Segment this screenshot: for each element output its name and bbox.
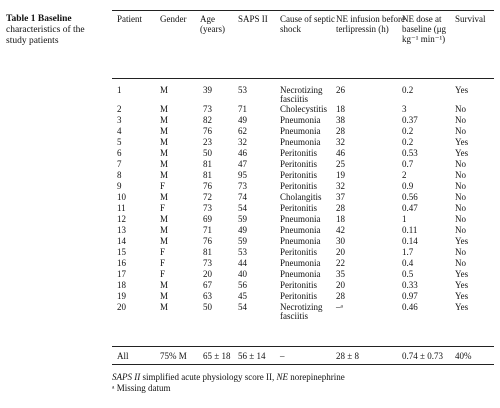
cell-survival: No: [455, 126, 466, 136]
summary-rule: [112, 346, 494, 347]
cell-age: 20: [203, 269, 212, 279]
cell-ne-h: 26: [336, 85, 345, 95]
cell-gender: F: [160, 269, 166, 279]
cell-cause: Cholecystitis: [280, 104, 327, 114]
cell-gender: M: [160, 225, 169, 235]
cell-ne-dose: 0.9: [402, 181, 414, 191]
cell-saps: 54: [238, 203, 247, 213]
cell-cause: Pneumonia: [280, 225, 321, 235]
cell-saps: 40: [238, 269, 247, 279]
cell-saps: 59: [238, 236, 247, 246]
bottom-rule: [112, 364, 494, 365]
cell-patient: 10: [117, 192, 126, 202]
table-title: Table 1 Baseline: [6, 14, 72, 24]
cell-survival: No: [455, 159, 466, 169]
cell-cause: Peritonitis: [280, 203, 318, 213]
cell-gender: M: [160, 126, 169, 136]
cell-age: 82: [203, 115, 212, 125]
cell-ne-dose: 3: [402, 104, 407, 114]
cell-survival: No: [455, 247, 466, 257]
footnote-ne-def: norepinephrine: [287, 372, 345, 382]
cell-ne-dose: 0.46: [402, 302, 418, 312]
cell-age: 50: [203, 302, 212, 312]
cell-saps: 49: [238, 115, 247, 125]
cell-ne-h: 28: [336, 126, 345, 136]
cell-gender: M: [160, 148, 169, 158]
cell-ne-h: 22: [336, 258, 345, 268]
cell-patient: 2: [117, 104, 122, 114]
cell-ne-dose: 2: [402, 170, 407, 180]
cell-saps: 53: [238, 247, 247, 257]
cell-survival: No: [455, 258, 466, 268]
table-caption-text: characteristics of the study patients: [6, 25, 85, 46]
cell-gender: F: [160, 247, 166, 257]
cell-ne-h: 28: [336, 291, 345, 301]
footnote-saps-abbr: SAPS II: [112, 372, 141, 382]
cell-age: 81: [203, 159, 212, 169]
summary-survival: 40%: [455, 351, 472, 361]
cell-ne-h: 46: [336, 148, 345, 158]
cell-age: 73: [203, 203, 212, 213]
cell-gender: M: [160, 115, 169, 125]
cell-ne-h: 30: [336, 236, 345, 246]
table-caption: [6, 14, 106, 47]
cell-ne-dose: 0.56: [402, 192, 418, 202]
summary-ne-h: 28 ± 8: [336, 351, 359, 361]
cell-age: 76: [203, 236, 212, 246]
cell-ne-dose: 0.7: [402, 159, 414, 169]
cell-ne-h: 42: [336, 225, 345, 235]
cell-age: 39: [203, 85, 212, 95]
cell-saps: 74: [238, 192, 247, 202]
cell-ne-h: 18: [336, 214, 345, 224]
cell-age: 76: [203, 181, 212, 191]
cell-survival: Yes: [455, 291, 469, 301]
cell-ne-dose: 0.47: [402, 203, 418, 213]
cell-ne-dose: 0.11: [402, 225, 418, 235]
cell-patient: 18: [117, 280, 126, 290]
cell-survival: Yes: [455, 148, 469, 158]
summary-patient: All: [117, 351, 129, 361]
cell-ne-dose: 0.53: [402, 148, 418, 158]
cell-gender: M: [160, 214, 169, 224]
cell-cause: Peritonitis: [280, 291, 318, 301]
footnote-abbreviations: [112, 372, 345, 382]
cell-ne-dose: 0.5: [402, 269, 414, 279]
cell-cause: Peritonitis: [280, 280, 318, 290]
cell-gender: M: [160, 137, 169, 147]
cell-cause: Peritonitis: [280, 170, 318, 180]
cell-saps: 46: [238, 148, 247, 158]
cell-saps: 95: [238, 170, 247, 180]
cell-saps: 56: [238, 280, 247, 290]
cell-ne-h: 32: [336, 137, 345, 147]
cell-saps: 44: [238, 258, 247, 268]
cell-age: 72: [203, 192, 212, 202]
cell-patient: 3: [117, 115, 122, 125]
cell-ne-h: –ᵃ: [336, 302, 343, 312]
cell-gender: M: [160, 302, 169, 312]
cell-saps: 53: [238, 85, 247, 95]
cell-age: 73: [203, 258, 212, 268]
cell-age: 23: [203, 137, 212, 147]
cell-survival: No: [455, 192, 466, 202]
header-age: Age (years): [200, 14, 225, 34]
header-survival: Survival: [455, 14, 486, 24]
cell-ne-dose: 1: [402, 214, 407, 224]
cell-patient: 12: [117, 214, 126, 224]
cell-gender: M: [160, 170, 169, 180]
cell-patient: 20: [117, 302, 126, 312]
cell-ne-h: 38: [336, 115, 345, 125]
cell-saps: 49: [238, 225, 247, 235]
header-patient: Patient: [117, 14, 142, 24]
header-rule: [112, 78, 494, 79]
cell-cause: Peritonitis: [280, 159, 318, 169]
top-rule: [112, 10, 494, 11]
cell-cause: Peritonitis: [280, 247, 318, 257]
summary-cause: –: [280, 351, 285, 361]
header-saps: SAPS II: [238, 14, 268, 24]
cell-age: 73: [203, 104, 212, 114]
cell-survival: Yes: [455, 269, 469, 279]
cell-survival: No: [455, 115, 466, 125]
cell-patient: 6: [117, 148, 122, 158]
cell-patient: 16: [117, 258, 126, 268]
cell-saps: 47: [238, 159, 247, 169]
cell-survival: No: [455, 203, 466, 213]
cell-ne-h: 37: [336, 192, 345, 202]
header-ne-dose: NE dose at baseline (μg kg⁻¹ min⁻¹): [402, 14, 447, 44]
cell-cause: Pneumonia: [280, 214, 321, 224]
cell-patient: 8: [117, 170, 122, 180]
cell-gender: F: [160, 181, 166, 191]
header-ne-infusion: NE infusion before terlipressin (h): [336, 14, 405, 34]
cell-survival: No: [455, 225, 466, 235]
cell-saps: 32: [238, 137, 247, 147]
cell-age: 81: [203, 247, 212, 257]
summary-ne-dose: 0.74 ± 0.73: [402, 351, 443, 361]
cell-cause: Necrotizing fasciitis: [280, 85, 323, 104]
cell-age: 81: [203, 170, 212, 180]
footnote-missing: ᵃ Missing datum: [112, 383, 171, 393]
cell-ne-dose: 1.7: [402, 247, 414, 257]
cell-survival: Yes: [455, 236, 469, 246]
cell-gender: M: [160, 236, 169, 246]
cell-saps: 54: [238, 302, 247, 312]
cell-gender: M: [160, 159, 169, 169]
cell-ne-dose: 0.4: [402, 258, 414, 268]
cell-survival: No: [455, 214, 466, 224]
cell-gender: M: [160, 192, 169, 202]
cell-ne-h: 20: [336, 280, 345, 290]
cell-cause: Pneumonia: [280, 115, 321, 125]
cell-ne-h: 28: [336, 203, 345, 213]
cell-cause: Pneumonia: [280, 126, 321, 136]
cell-ne-dose: 0.37: [402, 115, 418, 125]
cell-cause: Pneumonia: [280, 269, 321, 279]
cell-ne-h: 20: [336, 247, 345, 257]
cell-saps: 73: [238, 181, 247, 191]
cell-ne-dose: 0.2: [402, 85, 414, 95]
summary-saps: 56 ± 14: [238, 351, 266, 361]
cell-cause: Pneumonia: [280, 236, 321, 246]
cell-saps: 59: [238, 214, 247, 224]
cell-patient: 9: [117, 181, 122, 191]
cell-survival: No: [455, 181, 466, 191]
cell-gender: F: [160, 203, 166, 213]
footnote-saps-def: simplified acute physiology score II,: [140, 372, 277, 382]
cell-ne-dose: 0.14: [402, 236, 418, 246]
cell-survival: Yes: [455, 302, 469, 312]
header-gender: Gender: [160, 14, 187, 24]
cell-cause: Peritonitis: [280, 181, 318, 191]
cell-survival: Yes: [455, 85, 469, 95]
header-cause: Cause of septic shock: [280, 14, 335, 34]
cell-ne-h: 32: [336, 181, 345, 191]
cell-cause: Cholangitis: [280, 192, 322, 202]
cell-gender: M: [160, 85, 169, 95]
cell-ne-h: 35: [336, 269, 345, 279]
cell-patient: 4: [117, 126, 122, 136]
cell-age: 76: [203, 126, 212, 136]
cell-ne-h: 25: [336, 159, 345, 169]
cell-patient: 7: [117, 159, 122, 169]
cell-cause: Pneumonia: [280, 258, 321, 268]
cell-ne-dose: 0.97: [402, 291, 418, 301]
cell-patient: 14: [117, 236, 126, 246]
cell-gender: M: [160, 104, 169, 114]
cell-saps: 62: [238, 126, 247, 136]
cell-patient: 19: [117, 291, 126, 301]
cell-survival: Yes: [455, 280, 469, 290]
cell-patient: 13: [117, 225, 126, 235]
cell-ne-h: 18: [336, 104, 345, 114]
cell-cause: Pneumonia: [280, 137, 321, 147]
cell-age: 67: [203, 280, 212, 290]
cell-cause: Peritonitis: [280, 148, 318, 158]
cell-age: 50: [203, 148, 212, 158]
cell-ne-dose: 0.33: [402, 280, 418, 290]
cell-patient: 15: [117, 247, 126, 257]
cell-saps: 71: [238, 104, 247, 114]
cell-gender: F: [160, 258, 166, 268]
cell-gender: M: [160, 291, 169, 301]
footnote-ne-abbr: NE: [276, 372, 288, 382]
cell-patient: 11: [117, 203, 126, 213]
cell-survival: Yes: [455, 137, 469, 147]
cell-survival: No: [455, 170, 466, 180]
cell-survival: No: [455, 104, 466, 114]
cell-patient: 5: [117, 137, 122, 147]
cell-age: 63: [203, 291, 212, 301]
cell-saps: 45: [238, 291, 247, 301]
cell-age: 69: [203, 214, 212, 224]
cell-gender: M: [160, 280, 169, 290]
cell-patient: 17: [117, 269, 126, 279]
cell-patient: 1: [117, 85, 122, 95]
cell-ne-dose: 0.2: [402, 126, 414, 136]
summary-gender: 75% M: [160, 351, 187, 361]
cell-age: 71: [203, 225, 212, 235]
cell-ne-dose: 0.2: [402, 137, 414, 147]
cell-cause: Necrotizing fasciitis: [280, 302, 323, 321]
summary-age: 65 ± 18: [203, 351, 231, 361]
cell-ne-h: 19: [336, 170, 345, 180]
